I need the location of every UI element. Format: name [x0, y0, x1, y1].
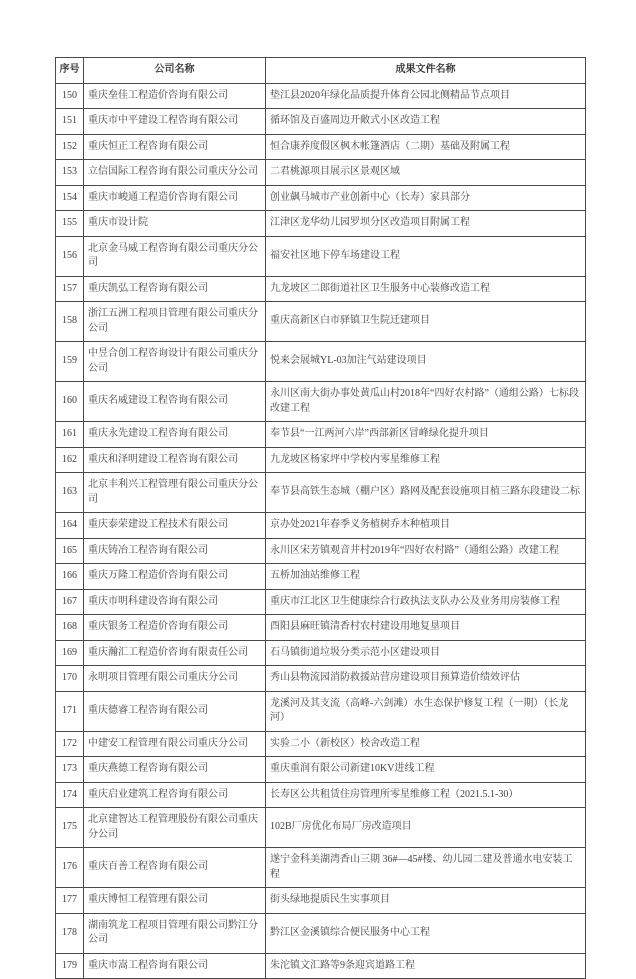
table-row — [56, 185, 586, 211]
row-number: 155 — [56, 211, 84, 237]
company-name-cell: 重庆铸冶工程咨询有限公司 — [84, 538, 266, 564]
result-file-name-cell: 奉节县高铁生态城（棚户区）路网及配套设施项目植三路东段建设二标 — [266, 473, 586, 513]
company-name-cell: 中建安工程管理有限公司重庆分公司 — [84, 731, 266, 757]
result-file-name-cell: 长寿区公共租赁住房管理所零星维修工程（2021.5.1-30） — [266, 782, 586, 808]
row-number: 175 — [56, 808, 84, 848]
row-number: 173 — [56, 757, 84, 783]
row-number: 158 — [56, 302, 84, 342]
company-name-cell: 湖南筑龙工程项目管理有限公司黔江分公司 — [84, 913, 266, 953]
table-row — [56, 109, 586, 135]
company-name-cell: 重庆垒佳工程造价咨询有限公司 — [84, 83, 266, 109]
result-file-name-cell: 酉阳县麻旺镇清香村农村建设用地复垦项目 — [266, 615, 586, 641]
row-number: 167 — [56, 589, 84, 615]
company-name-cell: 永明项目管理有限公司重庆分公司 — [84, 666, 266, 692]
company-name-cell: 重庆凯弘工程咨询有限公司 — [84, 276, 266, 302]
row-number: 153 — [56, 160, 84, 186]
company-name-cell: 重庆百善工程咨询有限公司 — [84, 848, 266, 888]
table-row — [56, 564, 586, 590]
results-table — [55, 57, 586, 979]
company-name-cell: 重庆银务工程造价咨询有限公司 — [84, 615, 266, 641]
result-file-name-cell: 重庆高新区白市驿镇卫生院迁建项目 — [266, 302, 586, 342]
result-file-name-cell: 黔江区金溪镇综合便民服务中心工程 — [266, 913, 586, 953]
company-name-cell: 重庆德睿工程咨询有限公司 — [84, 691, 266, 731]
row-number: 165 — [56, 538, 84, 564]
result-file-name-cell: 五桥加油站维修工程 — [266, 564, 586, 590]
company-name-cell: 北京金马威工程咨询有限公司重庆分公司 — [84, 236, 266, 276]
company-name-cell: 重庆博恒工程管理有限公司 — [84, 888, 266, 914]
header-company-name: 公司名称 — [84, 58, 266, 84]
table-row — [56, 83, 586, 109]
company-name-cell: 重庆和泽明建设工程咨询有限公司 — [84, 447, 266, 473]
result-file-name-cell: 悦来会展城YL-03加注气站建设项目 — [266, 342, 586, 382]
table-row — [56, 782, 586, 808]
row-number: 176 — [56, 848, 84, 888]
table-row — [56, 615, 586, 641]
table-row — [56, 422, 586, 448]
company-name-cell: 重庆名威建设工程咨询有限公司 — [84, 382, 266, 422]
table-header — [56, 58, 586, 84]
result-file-name-cell: 福安社区地下停车场建设工程 — [266, 236, 586, 276]
row-number: 150 — [56, 83, 84, 109]
table-row — [56, 160, 586, 186]
result-file-name-cell: 重庆重润有限公司新建10KV进线工程 — [266, 757, 586, 783]
result-file-name-cell: 奉节县“一江两河六岸”西部新区冒峰绿化提升项目 — [266, 422, 586, 448]
row-number: 151 — [56, 109, 84, 135]
row-number: 156 — [56, 236, 84, 276]
table-row — [56, 808, 586, 848]
company-name-cell: 重庆市中平建设工程咨询有限公司 — [84, 109, 266, 135]
company-name-cell: 重庆市峻通工程造价咨询有限公司 — [84, 185, 266, 211]
company-name-cell: 中昱合创工程咨询设计有限公司重庆分公司 — [84, 342, 266, 382]
company-name-cell: 重庆市明科建设咨询有限公司 — [84, 589, 266, 615]
row-number: 178 — [56, 913, 84, 953]
table-row — [56, 913, 586, 953]
result-file-name-cell: 实验二小（新校区）校舍改造工程 — [266, 731, 586, 757]
row-number: 166 — [56, 564, 84, 590]
table-row — [56, 666, 586, 692]
row-number: 164 — [56, 513, 84, 539]
header-result-file-name: 成果文件名称 — [266, 58, 586, 84]
result-file-name-cell: 京办处2021年春季义务植树乔木种植项目 — [266, 513, 586, 539]
row-number: 159 — [56, 342, 84, 382]
row-number: 152 — [56, 134, 84, 160]
row-number: 171 — [56, 691, 84, 731]
company-name-cell: 重庆启业建筑工程咨询有限公司 — [84, 782, 266, 808]
result-file-name-cell: 秀山县物流园消防救援站营房建设项目预算造价绩效评估 — [266, 666, 586, 692]
header-number: 序号 — [56, 58, 84, 84]
row-number: 179 — [56, 953, 84, 979]
row-number: 160 — [56, 382, 84, 422]
table-row — [56, 589, 586, 615]
company-name-cell: 重庆永先建设工程咨询有限公司 — [84, 422, 266, 448]
row-number: 174 — [56, 782, 84, 808]
result-file-name-cell: 二君桃源项目展示区景观区域 — [266, 160, 586, 186]
result-file-name-cell: 朱沱镇文汇路等9条迎宾道路工程 — [266, 953, 586, 979]
company-name-cell: 重庆市嵩工程咨询有限公司 — [84, 953, 266, 979]
table-row — [56, 134, 586, 160]
table-body — [56, 83, 586, 979]
company-name-cell: 重庆万隆工程造价咨询有限公司 — [84, 564, 266, 590]
row-number: 177 — [56, 888, 84, 914]
company-name-cell: 重庆瀚汇工程造价咨询有限责任公司 — [84, 640, 266, 666]
result-file-name-cell: 循环馆及百盛周边开敞式小区改造工程 — [266, 109, 586, 135]
table-row — [56, 888, 586, 914]
company-name-cell: 重庆泰荣建设工程技术有限公司 — [84, 513, 266, 539]
result-file-name-cell: 垫江县2020年绿化品质提升体育公园北侧精品节点项目 — [266, 83, 586, 109]
company-name-cell: 北京建智达工程管理股份有限公司重庆分公司 — [84, 808, 266, 848]
result-file-name-cell: 街头绿地提质民生实事项目 — [266, 888, 586, 914]
table-row — [56, 513, 586, 539]
result-file-name-cell: 九龙坡区杨家坪中学校内零星维修工程 — [266, 447, 586, 473]
table-row — [56, 848, 586, 888]
result-file-name-cell: 永川区宋芳镇观音井村2019年“四好农村路”（通组公路）改建工程 — [266, 538, 586, 564]
row-number: 162 — [56, 447, 84, 473]
table-row — [56, 447, 586, 473]
result-file-name-cell: 九龙坡区二郎街道社区卫生服务中心装修改造工程 — [266, 276, 586, 302]
company-name-cell: 重庆市设计院 — [84, 211, 266, 237]
row-number: 161 — [56, 422, 84, 448]
result-file-name-cell: 重庆市江北区卫生健康综合行政执法支队办公及业务用房装修工程 — [266, 589, 586, 615]
company-name-cell: 重庆恒正工程咨询有限公司 — [84, 134, 266, 160]
table-row — [56, 538, 586, 564]
row-number: 154 — [56, 185, 84, 211]
result-file-name-cell: 龙溪河及其支流（高峰-六剑滩）水生态保护修复工程（一期）（长龙河） — [266, 691, 586, 731]
table-row — [56, 236, 586, 276]
result-file-name-cell: 石马镇街道垃圾分类示范小区建设项目 — [266, 640, 586, 666]
table-row — [56, 731, 586, 757]
company-name-cell: 北京丰利兴工程管理有限公司重庆分公司 — [84, 473, 266, 513]
row-number: 157 — [56, 276, 84, 302]
table-row — [56, 691, 586, 731]
company-name-cell: 立信国际工程咨询有限公司重庆分公司 — [84, 160, 266, 186]
table-row — [56, 473, 586, 513]
result-file-name-cell: 江津区龙华幼儿园罗坝分区改造项目附属工程 — [266, 211, 586, 237]
table-row — [56, 953, 586, 979]
result-file-name-cell: 遂宁金科美湖湾香山三期 36#—45#楼、幼儿园二建及普通水电安装工程 — [266, 848, 586, 888]
row-number: 163 — [56, 473, 84, 513]
row-number: 170 — [56, 666, 84, 692]
table-row — [56, 276, 586, 302]
row-number: 168 — [56, 615, 84, 641]
table-row — [56, 382, 586, 422]
result-file-name-cell: 创业飙马城市产业创新中心（长寿）家具部分 — [266, 185, 586, 211]
row-number: 172 — [56, 731, 84, 757]
row-number: 169 — [56, 640, 84, 666]
table-row — [56, 302, 586, 342]
company-name-cell: 浙江五洲工程项目管理有限公司重庆分公司 — [84, 302, 266, 342]
table-row — [56, 342, 586, 382]
table-row — [56, 211, 586, 237]
result-file-name-cell: 恒合康养度假区枫木帐篷酒店（二期）基础及附属工程 — [266, 134, 586, 160]
result-file-name-cell: 102B厂房优化布局厂房改造项目 — [266, 808, 586, 848]
table-row — [56, 757, 586, 783]
header-row — [56, 58, 586, 84]
result-file-name-cell: 永川区南大街办事处黄瓜山村2018年“四好农村路”（通组公路）七标段改建工程 — [266, 382, 586, 422]
company-name-cell: 重庆燕德工程咨询有限公司 — [84, 757, 266, 783]
table-row — [56, 640, 586, 666]
